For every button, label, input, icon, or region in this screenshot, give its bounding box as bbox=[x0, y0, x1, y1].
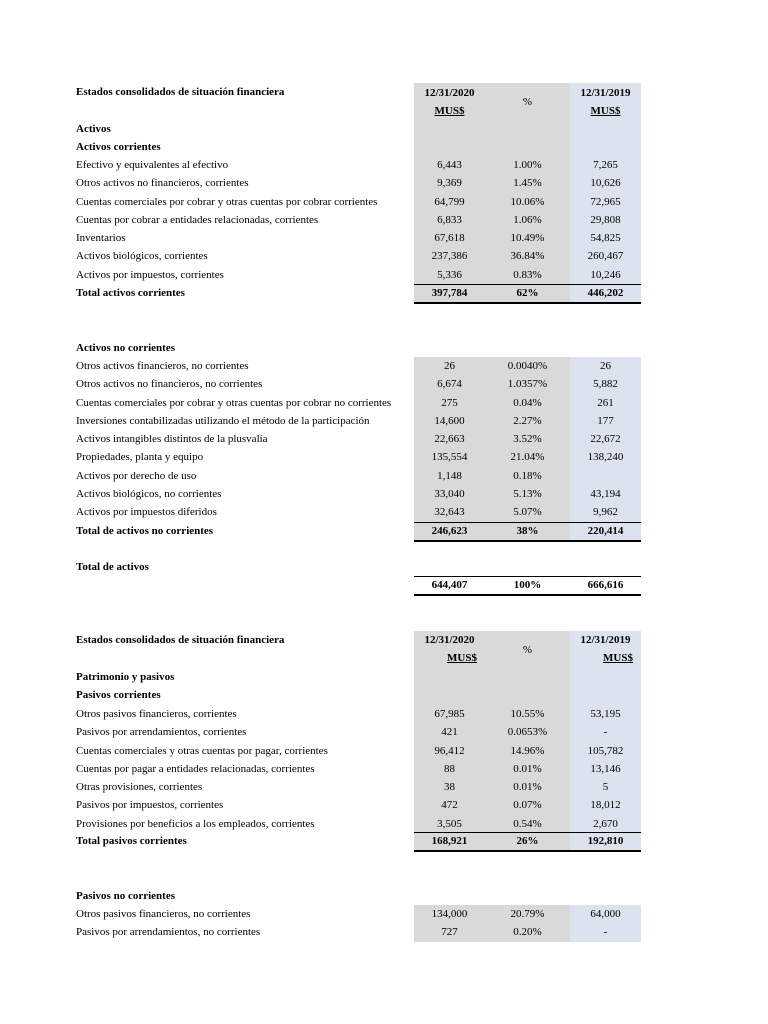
value-pct: 1.00% bbox=[513, 159, 542, 171]
value-2020: 32,643 bbox=[434, 506, 465, 518]
table-row bbox=[0, 467, 768, 485]
table-row bbox=[0, 375, 768, 393]
row-label: Activos por impuestos, corrientes bbox=[76, 268, 224, 281]
value-pct: 0.0040% bbox=[507, 360, 548, 372]
value-pct: 0.01% bbox=[513, 781, 542, 793]
heading-pasivos-no-corrientes: Pasivos no corrientes bbox=[76, 890, 175, 902]
header-row bbox=[0, 631, 768, 649]
table-row bbox=[0, 923, 768, 941]
value-2019: 138,240 bbox=[587, 451, 624, 464]
value-2019: 5 bbox=[602, 781, 609, 793]
statement-title: Estados consolidados de situación financiera bbox=[76, 634, 285, 646]
header-pct: % bbox=[522, 96, 533, 108]
value-2019: 43,194 bbox=[590, 487, 621, 500]
row-label: Pasivos por arrendamientos, no corrientes bbox=[76, 926, 261, 939]
value-2019: 177 bbox=[597, 414, 614, 427]
value-pct: 0.20% bbox=[513, 926, 542, 939]
section-heading bbox=[0, 686, 768, 704]
row-label: Cuentas por pagar a entidades relacionadas, corrientes bbox=[76, 762, 315, 775]
row-label: Otros pasivos financieros, no corrientes bbox=[76, 908, 251, 920]
unit-2019: MUS$ bbox=[590, 105, 621, 117]
value-pct: 10.55% bbox=[510, 708, 545, 720]
table-row bbox=[0, 485, 768, 503]
table-row bbox=[0, 174, 768, 192]
row-label: Cuentas comerciales y otras cuentas por pagar, corrientes bbox=[76, 744, 328, 757]
table-row bbox=[0, 394, 768, 412]
row-label: Efectivo y equivalentes al efectivo bbox=[76, 159, 229, 171]
row-label: Cuentas comerciales por cobrar y otras cuentas por cobrar corrientes bbox=[76, 195, 378, 208]
table-row bbox=[0, 247, 768, 265]
value-2020: 237,386 bbox=[431, 250, 468, 263]
total-row bbox=[0, 832, 768, 850]
table-row bbox=[0, 796, 768, 814]
date-2019: 12/31/2019 bbox=[580, 634, 631, 646]
value-pct: 14.96% bbox=[510, 744, 545, 757]
value-pct: 0.04% bbox=[513, 396, 542, 409]
value-2020: 96,412 bbox=[434, 744, 465, 757]
value-2020: 67,985 bbox=[434, 708, 465, 720]
value-2019: 29,808 bbox=[590, 213, 621, 226]
value-pct: 10.06% bbox=[510, 195, 545, 208]
value-2019: 9,962 bbox=[593, 506, 618, 518]
total-assets-2020: 644,407 bbox=[431, 579, 468, 591]
table-row bbox=[0, 778, 768, 796]
section-heading bbox=[0, 339, 768, 357]
table-row bbox=[0, 156, 768, 174]
value-2020: 64,799 bbox=[434, 195, 465, 208]
header-2020 bbox=[414, 631, 485, 667]
row-label: Pasivos por arrendamientos, corrientes bbox=[76, 726, 247, 739]
value-2020: 1,148 bbox=[437, 469, 462, 482]
table-row bbox=[0, 193, 768, 211]
row-label: Pasivos por impuestos, corrientes bbox=[76, 799, 224, 812]
value-2019: 53,195 bbox=[590, 708, 621, 720]
value-pct: 3.52% bbox=[513, 433, 542, 445]
unit-2019-text: MUS$ bbox=[603, 652, 633, 664]
value-2019: 26 bbox=[600, 360, 611, 372]
row-label: Activos biológicos, no corrientes bbox=[76, 487, 222, 500]
value-pct: 1.45% bbox=[513, 177, 542, 190]
value-2020: 33,040 bbox=[434, 487, 465, 500]
value-2020: 6,674 bbox=[437, 378, 462, 391]
total-row bbox=[0, 284, 768, 302]
total-label: Total pasivos corrientes bbox=[76, 835, 187, 847]
total-double-line bbox=[414, 302, 641, 304]
date-2020: 12/31/2020 bbox=[424, 634, 475, 646]
total-2019: 220,414 bbox=[587, 525, 624, 537]
heading-activos-no-corrientes: Activos no corrientes bbox=[76, 342, 175, 354]
value-2019: 10,626 bbox=[590, 177, 621, 190]
total-row bbox=[0, 522, 768, 540]
value-2020: 421 bbox=[441, 726, 458, 739]
total-assets-pct: 100% bbox=[513, 579, 542, 591]
value-2020: 135,554 bbox=[431, 451, 468, 464]
total-double-line bbox=[414, 850, 641, 852]
value-2020: 3,505 bbox=[437, 817, 462, 830]
section-heading bbox=[0, 668, 768, 686]
row-label: Cuentas comerciales por cobrar y otras cuentas por cobrar no corrientes bbox=[76, 396, 392, 409]
total-2020: 246,623 bbox=[431, 525, 468, 537]
row-label: Propiedades, planta y equipo bbox=[76, 451, 204, 464]
row-label: Otros pasivos financieros, corrientes bbox=[76, 708, 237, 720]
row-label: Otros activos no financieros, no corrientes bbox=[76, 378, 263, 391]
total-pct: 38% bbox=[516, 525, 539, 537]
total-2019: 446,202 bbox=[587, 287, 624, 299]
row-label: Cuentas por cobrar a entidades relacionadas, corrientes bbox=[76, 213, 319, 226]
row-label: Activos por derecho de uso bbox=[76, 469, 197, 482]
value-2019: 105,782 bbox=[587, 744, 624, 757]
value-2020: 9,369 bbox=[437, 177, 462, 190]
value-2019: 261 bbox=[597, 396, 614, 409]
date-2020: 12/31/2020 bbox=[424, 87, 475, 99]
value-2020: 275 bbox=[441, 396, 458, 409]
table-row bbox=[0, 229, 768, 247]
total-double-line bbox=[414, 594, 641, 596]
table-row bbox=[0, 705, 768, 723]
value-2019: - bbox=[603, 726, 608, 739]
value-pct: 0.01% bbox=[513, 762, 542, 775]
row-label: Activos por impuestos diferidos bbox=[76, 506, 217, 518]
row-label: Activos biológicos, corrientes bbox=[76, 250, 208, 263]
value-2020: 134,000 bbox=[431, 908, 468, 920]
value-2019: 18,012 bbox=[590, 799, 621, 812]
value-2019: 54,825 bbox=[590, 232, 621, 244]
total-label: Total activos corrientes bbox=[76, 287, 185, 299]
value-2019: 7,265 bbox=[593, 159, 618, 171]
value-2019: 10,246 bbox=[590, 268, 621, 281]
section-heading bbox=[0, 120, 768, 138]
value-pct: 1.0357% bbox=[507, 378, 548, 391]
table-row bbox=[0, 211, 768, 229]
heading-pasivos-corrientes: Pasivos corrientes bbox=[76, 689, 161, 701]
row-label: Otros activos no financieros, corrientes bbox=[76, 177, 249, 190]
table-row bbox=[0, 412, 768, 430]
table-row bbox=[0, 742, 768, 760]
value-pct: 1.06% bbox=[513, 213, 542, 226]
value-pct: 0.07% bbox=[513, 799, 542, 812]
table-row bbox=[0, 357, 768, 375]
row-label: Otros activos financieros, no corrientes bbox=[76, 360, 249, 372]
total-pct: 62% bbox=[516, 287, 539, 299]
total-assets-2019: 666,616 bbox=[587, 579, 624, 591]
heading-patrimonio: Patrimonio y pasivos bbox=[76, 671, 175, 683]
value-pct: 20.79% bbox=[510, 908, 545, 920]
total-assets-row bbox=[0, 576, 768, 594]
value-2020: 22,663 bbox=[434, 433, 465, 445]
value-pct: 0.83% bbox=[513, 268, 542, 281]
value-pct: 5.07% bbox=[513, 506, 542, 518]
value-pct: 0.18% bbox=[513, 469, 542, 482]
value-2020: 472 bbox=[441, 799, 458, 812]
heading-activos: Activos bbox=[76, 123, 111, 135]
header-2019 bbox=[570, 84, 641, 120]
heading-activos-corrientes: Activos corrientes bbox=[76, 141, 161, 153]
value-2020: 14,600 bbox=[434, 414, 465, 427]
value-2019: - bbox=[603, 926, 608, 939]
value-2020: 6,443 bbox=[437, 159, 462, 171]
unit-2020: MUS$ bbox=[434, 105, 465, 117]
unit-2020 bbox=[414, 649, 485, 667]
row-label: Inventarios bbox=[76, 232, 126, 244]
row-label: Provisiones por beneficios a los empleados, corrientes bbox=[76, 817, 315, 830]
header-row bbox=[0, 83, 768, 101]
value-pct: 0.0653% bbox=[507, 726, 548, 739]
value-2020: 26 bbox=[444, 360, 455, 372]
total-2019: 192,810 bbox=[587, 835, 624, 847]
total-double-line bbox=[414, 540, 641, 542]
header-2020 bbox=[414, 84, 485, 120]
value-2020: 38 bbox=[444, 781, 455, 793]
statement-title: Estados consolidados de situación financiera bbox=[76, 86, 285, 98]
value-pct: 2.27% bbox=[513, 414, 542, 427]
value-2020: 5,336 bbox=[437, 268, 462, 281]
header-2019 bbox=[570, 631, 641, 667]
value-pct: 0.54% bbox=[513, 817, 542, 830]
value-2020: 67,618 bbox=[434, 232, 465, 244]
total-pct: 26% bbox=[516, 835, 539, 847]
row-label: Activos intangibles distintos de la plusvalía bbox=[76, 433, 268, 445]
value-2019: 22,672 bbox=[590, 433, 621, 445]
value-pct: 21.04% bbox=[510, 451, 545, 464]
total-2020: 397,784 bbox=[431, 287, 468, 299]
row-label: Inversiones contabilizadas utilizando el método de la participación bbox=[76, 414, 370, 427]
total-assets-label: Total de activos bbox=[76, 561, 149, 573]
value-2020: 6,833 bbox=[437, 213, 462, 226]
row-label: Otras provisiones, corrientes bbox=[76, 781, 203, 793]
value-2020: 727 bbox=[441, 926, 458, 939]
value-2020: 88 bbox=[444, 762, 455, 775]
value-2019: 13,146 bbox=[590, 762, 621, 775]
table-row bbox=[0, 448, 768, 466]
date-2019: 12/31/2019 bbox=[580, 87, 631, 99]
value-pct: 10.49% bbox=[510, 232, 545, 244]
value-2019: 72,965 bbox=[590, 195, 621, 208]
section-heading bbox=[0, 887, 768, 905]
value-2019: 64,000 bbox=[590, 908, 621, 920]
value-pct: 5.13% bbox=[513, 487, 542, 500]
table-row bbox=[0, 430, 768, 448]
total-2020: 168,921 bbox=[431, 835, 468, 847]
unit-2020-text: MUS$ bbox=[447, 652, 477, 664]
value-pct: 36.84% bbox=[510, 250, 545, 263]
total-assets-heading bbox=[0, 558, 768, 576]
table-row bbox=[0, 760, 768, 778]
table-row bbox=[0, 723, 768, 741]
table-row bbox=[0, 503, 768, 521]
section-heading bbox=[0, 138, 768, 156]
unit-2019 bbox=[570, 649, 641, 667]
table-row bbox=[0, 266, 768, 284]
value-2019: 2,670 bbox=[593, 817, 618, 830]
table-row bbox=[0, 815, 768, 833]
value-2019: 5,882 bbox=[593, 378, 618, 391]
header-pct: % bbox=[522, 644, 533, 656]
value-2019: 260,467 bbox=[587, 250, 624, 263]
total-label: Total de activos no corrientes bbox=[76, 525, 214, 537]
table-row bbox=[0, 905, 768, 923]
